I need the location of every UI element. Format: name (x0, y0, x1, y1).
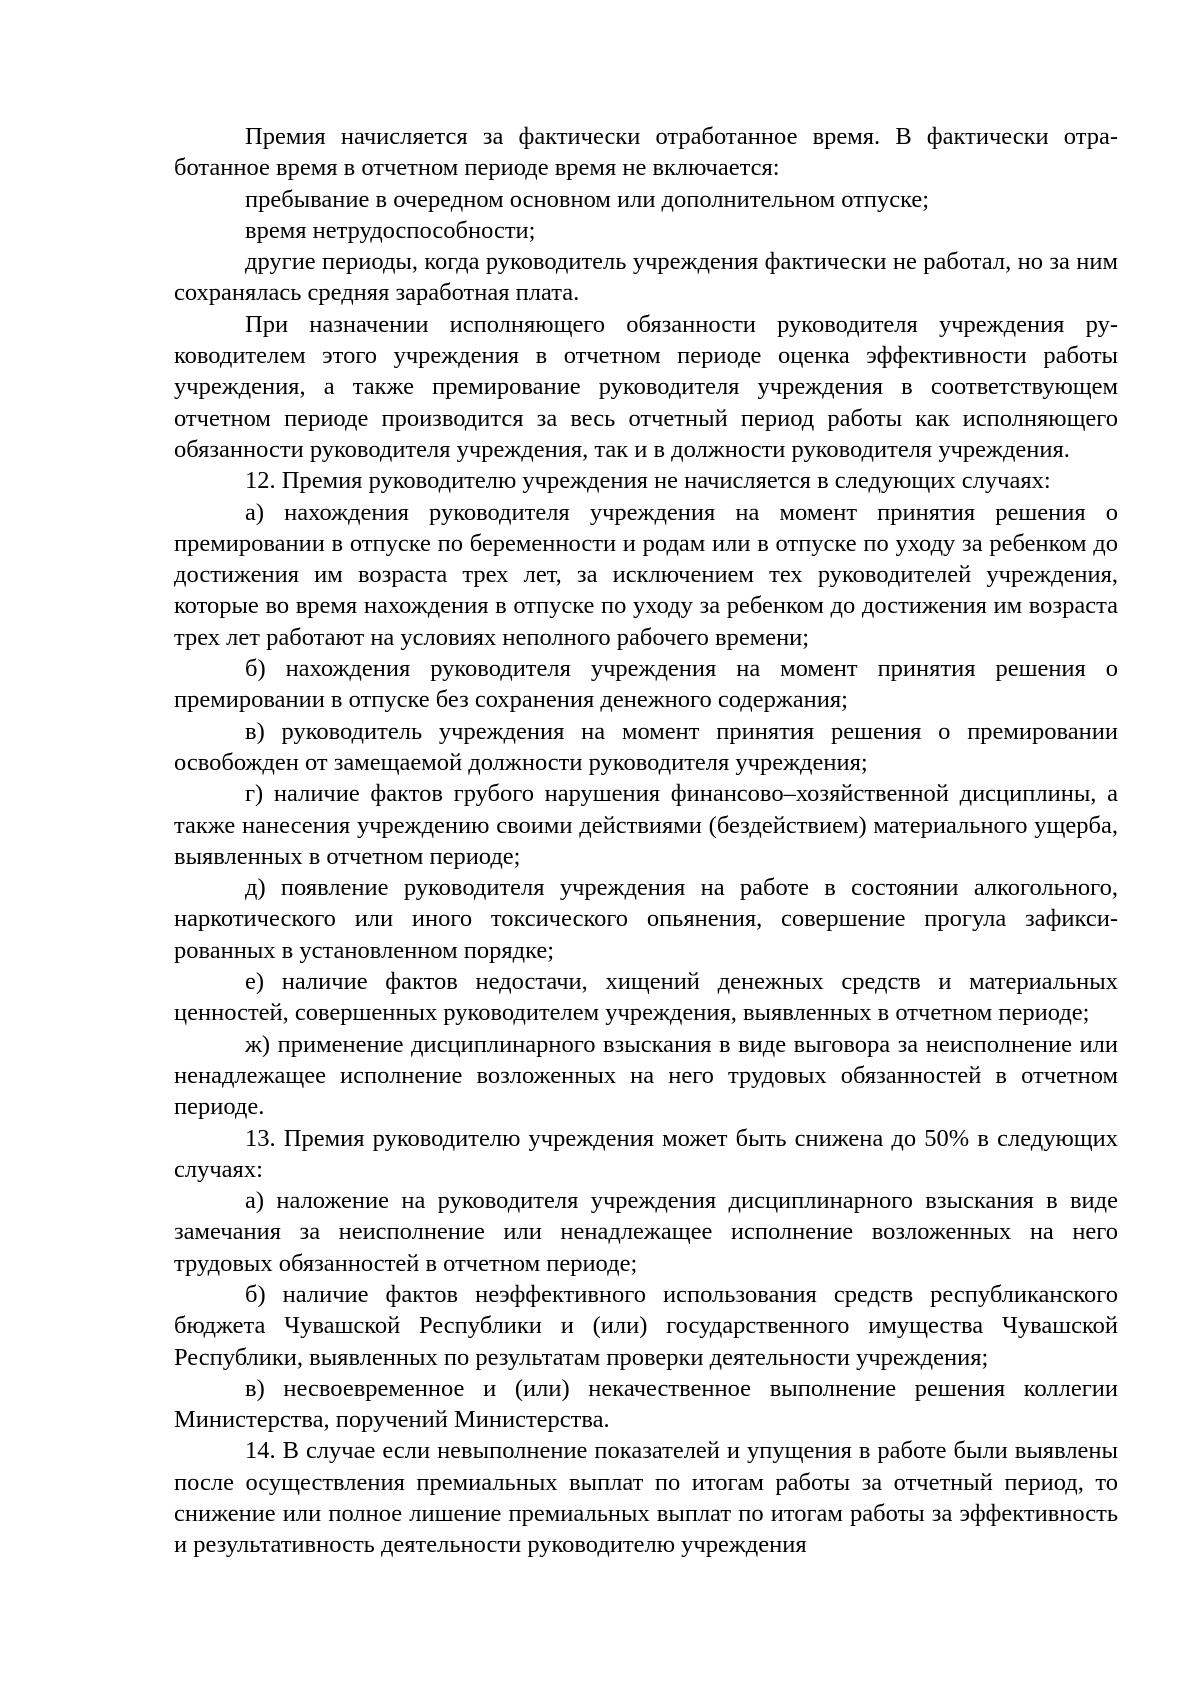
paragraph: г) наличие фактов грубого нарушения финансово–хозяйственной дисциплины, а также нанесения учреждению своими действиями (бездействием) материального ущерба, выявленных в отчетном периоде; (174, 780, 1118, 870)
paragraph: пребывание в очередном основном или дополнительном отпуске; (245, 185, 930, 213)
paragraph: д) появление руководителя учреждения на работе в состоянии алкогольного, наркотического или иного токсического опьянения, совершение прогула зафиксированных в установленном порядке; (174, 874, 1118, 964)
paragraph: в) руководитель учреждения на момент принятия решения о премировании освобожден от замещаемой должности руководителя учреждения; (174, 717, 1118, 776)
paragraph: б) наличие фактов неэффективного использования средств республиканского бюджета Чувашской Республики и (или) государственного имущества Чувашской Республики, выявленных по результатам проверки деятельности учреждения; (174, 1280, 1118, 1371)
paragraph: 13. Премия руководителю учреждения может быть снижена до 50% в следующих случаях: (174, 1124, 1118, 1183)
paragraph: При назначении исполняющего обязанности руководителя учреждения руководителем этого учреждения в отчетном периоде оценка эффективности работы учреждения, а также премирование руководителя учреждения в соответствующем отчетном периоде производится за весь отчетный период работы как исполняющего обязанности руководителя учреждения, так и в должности руководителя учреждения. (174, 310, 1118, 463)
document-page (174, 121, 1118, 1561)
paragraph: а) нахождения руководителя учреждения на момент принятия решения о премировании в отпуске по беременности и родам или в отпуске по уходу за ребенком до достижения им возраста трех лет, за исключением тех руководителей учреждения, которые во время нахождения в отпуске по уходу за ребенком до достижения им возраста трех лет работают на условиях неполного рабочего времени; (174, 498, 1118, 651)
paragraph: 14. В случае если невыполнение показателей и упущения в работе были выявлены после осуществления премиальных выплат по итогам работы за отчетный период, то снижение или полное лишение премиальных выплат по итогам работы за эффективность и результативность деятельности руководителю учреждения (174, 1437, 1118, 1559)
paragraph: а) наложение на руководителя учреждения дисциплинарного взыскания в виде замечания за неисполнение или ненадлежащее исполнение возложенных на него трудовых обязанностей в отчетном периоде; (174, 1187, 1118, 1277)
paragraph: е) наличие фактов недостачи, хищений денежных средств и материальных ценностей, совершенных руководителем учреждения, выявленных в отчетном периоде; (174, 968, 1118, 1027)
paragraph: время нетрудоспособности; (245, 216, 536, 244)
paragraph: Премия начисляется за фактически отработанное время. В фактически отработанное время в отчетном периоде время не включается: (174, 123, 1118, 182)
paragraph: в) несвоевременное и (или) некачественное выполнение решения коллегии Министерства, поручений Министерства. (174, 1374, 1118, 1434)
paragraph: б) нахождения руководителя учреждения на момент принятия решения о премировании в отпуске без сохранения денежного содержания; (174, 655, 1118, 714)
paragraph: ж) применение дисциплинарного взыскания в виде выговора за неисполнение или ненадлежащее исполнение возложенных на него трудовых обязанностей в отчетном периоде. (174, 1030, 1118, 1121)
paragraph: другие периоды, когда руководитель учреждения фактически не работал, но за ним сохранялась средняя заработная плата. (174, 248, 1118, 307)
paragraph: 12. Премия руководителю учреждения не начисляется в следующих случаях: (245, 467, 1051, 495)
